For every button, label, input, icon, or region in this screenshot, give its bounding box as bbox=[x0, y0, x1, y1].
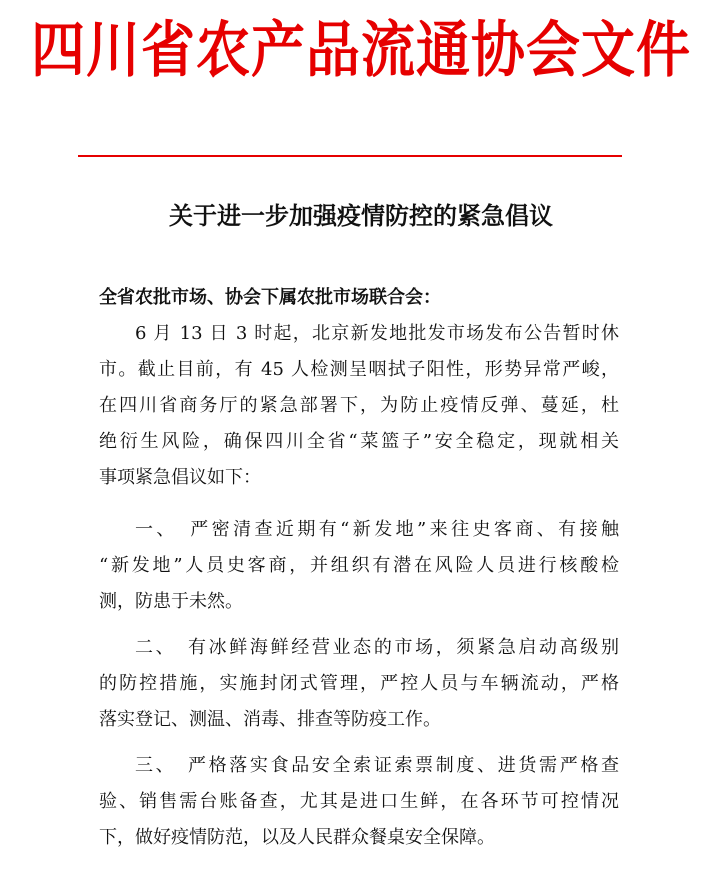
paragraph-line: 二、 有冰鲜海鲜经营业态的市场，须紧急启动高级别 bbox=[135, 637, 619, 658]
paragraph-line: 的防控措施，实施封闭式管理，严控人员与车辆流动，严格 bbox=[99, 673, 619, 694]
paragraph-item-two bbox=[99, 630, 619, 738]
paragraph-line: 市。截止目前，有 45 人检测呈咽拭子阳性，形势异常严峻， bbox=[99, 359, 619, 380]
paragraph-line: 一、 严密清查近期有“新发地”来往史客商、有接触 bbox=[135, 519, 619, 540]
paragraph-line: 三、 严格落实食品安全索证索票制度、进货需严格查 bbox=[135, 755, 619, 776]
paragraph-line: 在四川省商务厅的紧急部署下，为防止疫情反弹、蔓延，杜 bbox=[99, 395, 619, 416]
addressee-line: 全省农批市场、协会下属农批市场联合会： bbox=[99, 287, 441, 308]
paragraph-item-three bbox=[99, 748, 619, 856]
paragraph-line: 事项紧急倡议如下： bbox=[99, 467, 261, 488]
paragraph-line: 落实登记、测温、消毒、排查等防疫工作。 bbox=[99, 709, 441, 730]
paragraph-line: 绝衍生风险，确保四川全省“菜篮子”安全稳定，现就相关 bbox=[99, 431, 619, 452]
org-header-title: 四川省农产品流通协会文件 bbox=[31, 14, 691, 85]
paragraph-line: 测，防患于未然。 bbox=[99, 591, 243, 612]
paragraph-intro bbox=[99, 316, 619, 496]
paragraph-line: 6 月 13 日 3 时起，北京新发地批发市场发布公告暂时休 bbox=[135, 323, 619, 344]
paragraph-line: 下，做好疫情防范，以及人民群众餐桌安全保障。 bbox=[99, 827, 495, 848]
paragraph-line: “新发地”人员史客商，并组织有潜在风险人员进行核酸检 bbox=[99, 555, 619, 576]
paragraph-line: 验、销售需台账备查，尤其是进口生鲜，在各环节可控情况 bbox=[99, 791, 619, 812]
paragraph-item-one bbox=[99, 512, 619, 620]
document-title: 关于进一步加强疫情防控的紧急倡议 bbox=[169, 202, 553, 230]
red-header-divider bbox=[78, 155, 622, 157]
